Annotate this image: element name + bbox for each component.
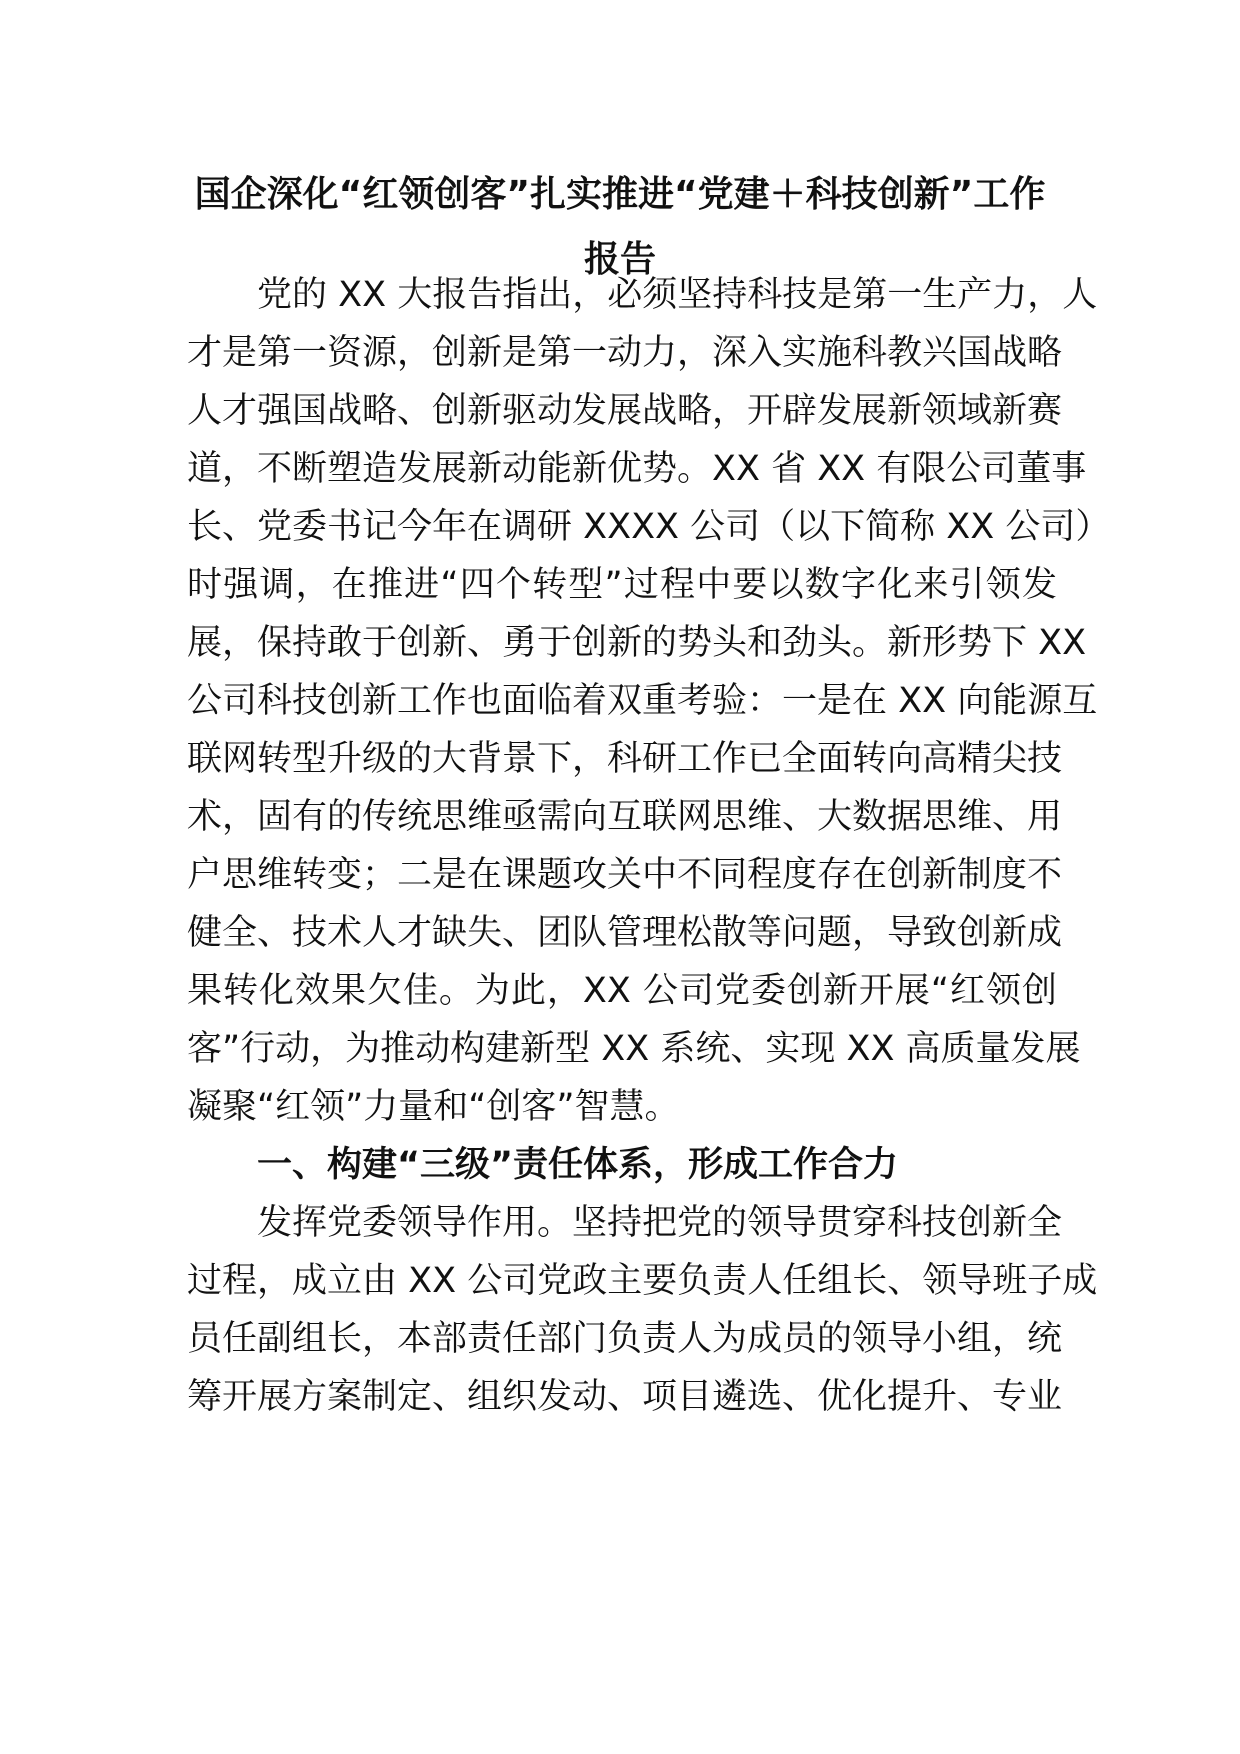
section-paragraph-line: 发挥党委领导作用。坚持把党的领导贯穿科技创新全 [257, 1203, 1063, 1243]
document-title-line-2: 报告 [583, 239, 656, 280]
section-paragraph-line: 筹开展方案制定、组织发动、项目遴选、优化提升、专业 [187, 1377, 1063, 1417]
intro-paragraph-line: 长、党委书记今年在调研 XXXX 公司（以下简称 XX 公司） [187, 507, 1111, 547]
intro-paragraph-line: 健全、技术人才缺失、团队管理松散等问题，导致创新成 [187, 913, 1063, 953]
intro-paragraph-line: 时强调，在推进“四个转型”过程中要以数字化来引领发 [187, 565, 1057, 605]
section-heading: 一、构建“三级”责任体系，形成工作合力 [257, 1145, 899, 1185]
intro-paragraph-line: 客”行动，为推动构建新型 XX 系统、实现 XX 高质量发展 [187, 1029, 1081, 1069]
intro-paragraph-line: 果转化效果欠佳。为此，XX 公司党委创新开展“红领创 [187, 971, 1057, 1011]
intro-paragraph-line: 术，固有的传统思维亟需向互联网思维、大数据思维、用 [187, 797, 1063, 837]
intro-paragraph-line: 展，保持敢于创新、勇于创新的势头和劲头。新形势下 XX [187, 623, 1087, 663]
intro-paragraph-line: 道，不断塑造发展新动能新优势。XX 省 XX 有限公司董事 [187, 449, 1087, 489]
intro-paragraph-line: 凝聚“红领”力量和“创客”智慧。 [187, 1087, 680, 1127]
document-title-line-1: 国企深化“红领创客”扎实推进“党建＋科技创新”工作 [194, 174, 1046, 215]
intro-paragraph-line: 联网转型升级的大背景下，科研工作已全面转向高精尖技 [187, 739, 1063, 779]
intro-paragraph-line: 才是第一资源，创新是第一动力，深入实施科教兴国战略 [187, 333, 1063, 373]
intro-paragraph-line: 人才强国战略、创新驱动发展战略，开辟发展新领域新赛 [187, 391, 1063, 431]
intro-paragraph-line: 公司科技创新工作也面临着双重考验：一是在 XX 向能源互 [187, 681, 1098, 721]
section-paragraph-line: 过程，成立由 XX 公司党政主要负责人任组长、领导班子成 [187, 1261, 1098, 1301]
intro-paragraph-line: 户思维转变；二是在课题攻关中不同程度存在创新制度不 [187, 855, 1063, 895]
section-paragraph-line: 员任副组长，本部责任部门负责人为成员的领导小组，统 [187, 1319, 1063, 1359]
intro-paragraph-line: 党的 XX 大报告指出，必须坚持科技是第一生产力，人 [257, 275, 1098, 315]
